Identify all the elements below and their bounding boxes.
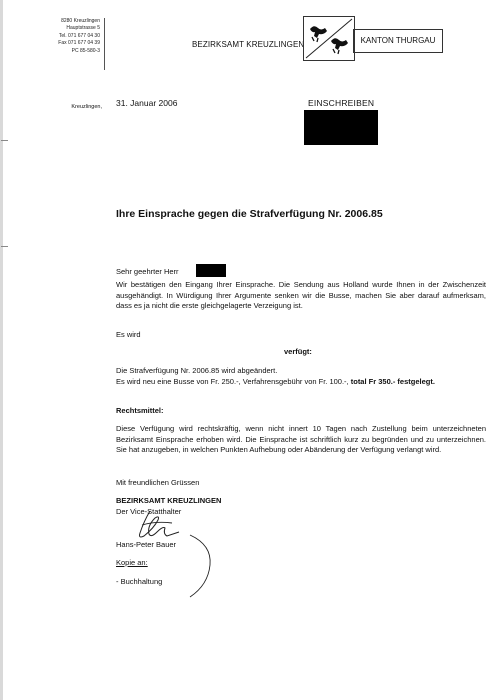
sender-line: PC 85-580-3 [71,47,100,54]
sender-line: Fax 071 677 04 39 [58,40,100,47]
authority-name: BEZIRKSAMT KREUZLINGEN [192,40,305,49]
remedies-paragraph: Diese Verfügung wird rechtskräftig, wenn nicht innert 10 Tagen nach Zustellung beim unterzeichneten Bezirksamt Einsprache erhoben wird. Die Einsprache ist schriftlich kurz zu begründen und zu unterzeichnen. Sie hat anzugeben, in welchen Punkten Aufhebung oder Abänderung der Verfügung verlangt wird. [116,424,486,454]
copy-recipient: - Buchhaltung [116,577,163,586]
sender-line: Hauptstrasse 5 [66,25,100,32]
signature-role: Der Vice-Statthalter [116,507,182,516]
closing-formula: Mit freundlichen Grüssen [116,478,200,487]
sender-address [38,18,100,55]
lion-crest-icon [304,17,354,60]
body-paragraph: Wir bestätigen den Eingang Ihrer Einsprache. Die Sendung aus Holland wurde Ihnen in der Zwischenzeit ausgehändigt. In Würdigung Ihrer Argumente senken wir die Busse, machen Sie aber darauf aufmerksam, dass es ja nicht die erste gleichgelagerte Verzeigung ist. [116,280,486,310]
sender-line: Tel. 071 677 04 30 [58,32,100,39]
redacted-name [196,264,226,277]
letter-place: Kreuzlingen, [71,104,102,110]
fold-mark [1,246,8,247]
registered-mail-label: EINSCHREIBEN [308,98,375,108]
decision-paragraph [116,366,486,387]
scan-edge [0,0,3,700]
coat-of-arms [303,16,355,61]
sender-divider [104,18,105,70]
letter-date: 31. Januar 2006 [116,98,178,108]
fee-text: Es wird neu eine Busse von Fr. 250.-, Verfahrensgebühr von Fr. 100.-, [116,376,349,386]
fold-mark [1,140,8,141]
decision-line [116,377,486,388]
redacted-address [304,110,378,145]
copy-to-label: Kopie an: [116,558,148,567]
sender-line: 8280 Kreuzlingen [61,18,100,24]
greeting: Sehr geehrter Herr [116,267,179,276]
fee-total: total Fr 350.- festgelegt. [350,376,435,386]
decision-line: Die Strafverfügung Nr. 2006.85 wird abgeändert. [116,366,278,375]
letter-subject: Ihre Einsprache gegen die Strafverfügung Nr. 2006.85 [116,208,383,220]
signature-organisation: BEZIRKSAMT KREUZLINGEN [116,496,222,505]
canton-label: KANTON THURGAU [353,29,443,53]
remedies-heading: Rechtsmittel: [116,406,164,415]
signatory-name: Hans-Peter Bauer [116,540,177,549]
decision-intro: Es wird [116,330,141,339]
decision-heading: verfügt: [284,347,312,356]
